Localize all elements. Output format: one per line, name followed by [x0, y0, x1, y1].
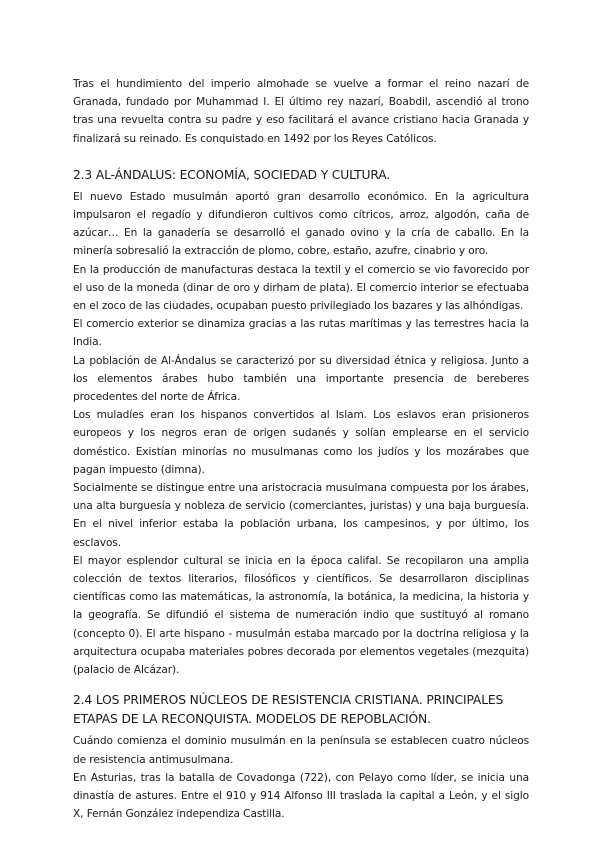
section-title-reconquista: 2.4 LOS PRIMEROS NÚCLEOS DE RESISTENCIA CRISTIANA. PRINCIPALES ETAPAS DE LA RECONQUISTA. MODELOS DE REPOBLACIÓN. — [73, 693, 504, 727]
paragraph-economia: El nuevo Estado musulmán aportó gran desarrollo económico. En la agricultura impulsaron el regadío y difundieron cultivos como cítricos, arroz, algodón, caña de azúcar… En la ganadería se desarrolló el ganado ovino y la cría de caballo. En la minería sobresalió la extracción de plomo, cobre, estaño, azufre, cinabrio y oro. — [73, 190, 529, 258]
paragraph-manufacturas: En la producción de manufacturas destaca la textil y el comercio se vio favorecido por el uso de la moneda (dinar de oro y dirham de plata). El comercio interior se efectuaba en el zoco de las ciudades, ocupaban puesto privilegiado los bazares y las alhóndigas. — [73, 263, 529, 313]
intro-paragraph: Tras el hundimiento del imperio almohade se vuelve a formar el reino nazarí de Granada, fundado por Muhammad I. El último rey nazarí, Boabdil, ascendió al trono tras una revuelta contra su padre y eso facilitará el avance cristiano hacia Granada y finalizará su reinado. Es conquistado en 1492 por los Reyes Católicos. — [73, 78, 529, 145]
paragraph-comercio-exterior: El comercio exterior se dinamiza gracias a las rutas marítimas y las terrestres hacia la India. — [73, 318, 529, 349]
paragraph-poblacion: La población de Al-Ándalus se caracterizó por su diversidad étnica y religiosa. Junto a los elementos árabes hubo también una importante presencia de bereberes procedentes del norte de África. — [73, 354, 529, 404]
section-reconquista — [73, 691, 529, 823]
paragraph-cultura: El mayor esplendor cultural se inicia en la época califal. Se recopilaron una amplia colección de textos literarios, filosóficos y científicos. Se desarrollaron disciplinas científicas como las matemáticas, la astronomía, la botánica, la medicina, la historia y la geografía. Se difundió el sistema de numeración indio que sustituyó al romano (concepto 0). El arte hispano - musulmán estaba marcado por la doctrina religiosa y la arquitectura ocupaba materiales pobres decorada por elementos vegetales (mezquita) (palacio de Alcázar). — [73, 554, 529, 677]
section-title-al-andalus: 2.3 AL-ÁNDALUS: ECONOMÍA, SOCIEDAD Y CULTURA. — [73, 167, 391, 182]
paragraph-nucleos: Cuándo comienza el dominio musulmán en la península se establecen cuatro núcleos de resistencia antimusulmana. — [73, 735, 529, 766]
document-body — [73, 75, 529, 823]
paragraph-muladies: Los muladíes eran los hispanos convertidos al Islam. Los eslavos eran prisioneros europeos y los negros eran de origen sudanés y solían emplearse en el servicio doméstico. Existían minorías no musulmanas como los judíos y los mozárabes que pagan impuesto (dimna). — [73, 409, 529, 476]
paragraph-sociedad: Socialmente se distingue entre una aristocracia musulmana compuesta por los árabes, una alta burguesía y nobleza de servicio (comerciantes, juristas) y una baja burguesía. En el nivel inferior estaba la población urbana, los campesinos, y por último, los esclavos. — [73, 482, 529, 549]
paragraph-asturias: En Asturias, tras la batalla de Covadonga (722), con Pelayo como líder, se inicia una dinastía de astures. Entre el 910 y 914 Alfonso III traslada la capital a León, y el siglo X, Fernán González independiza Castilla. — [73, 771, 529, 821]
section-al-andalus — [73, 166, 529, 679]
